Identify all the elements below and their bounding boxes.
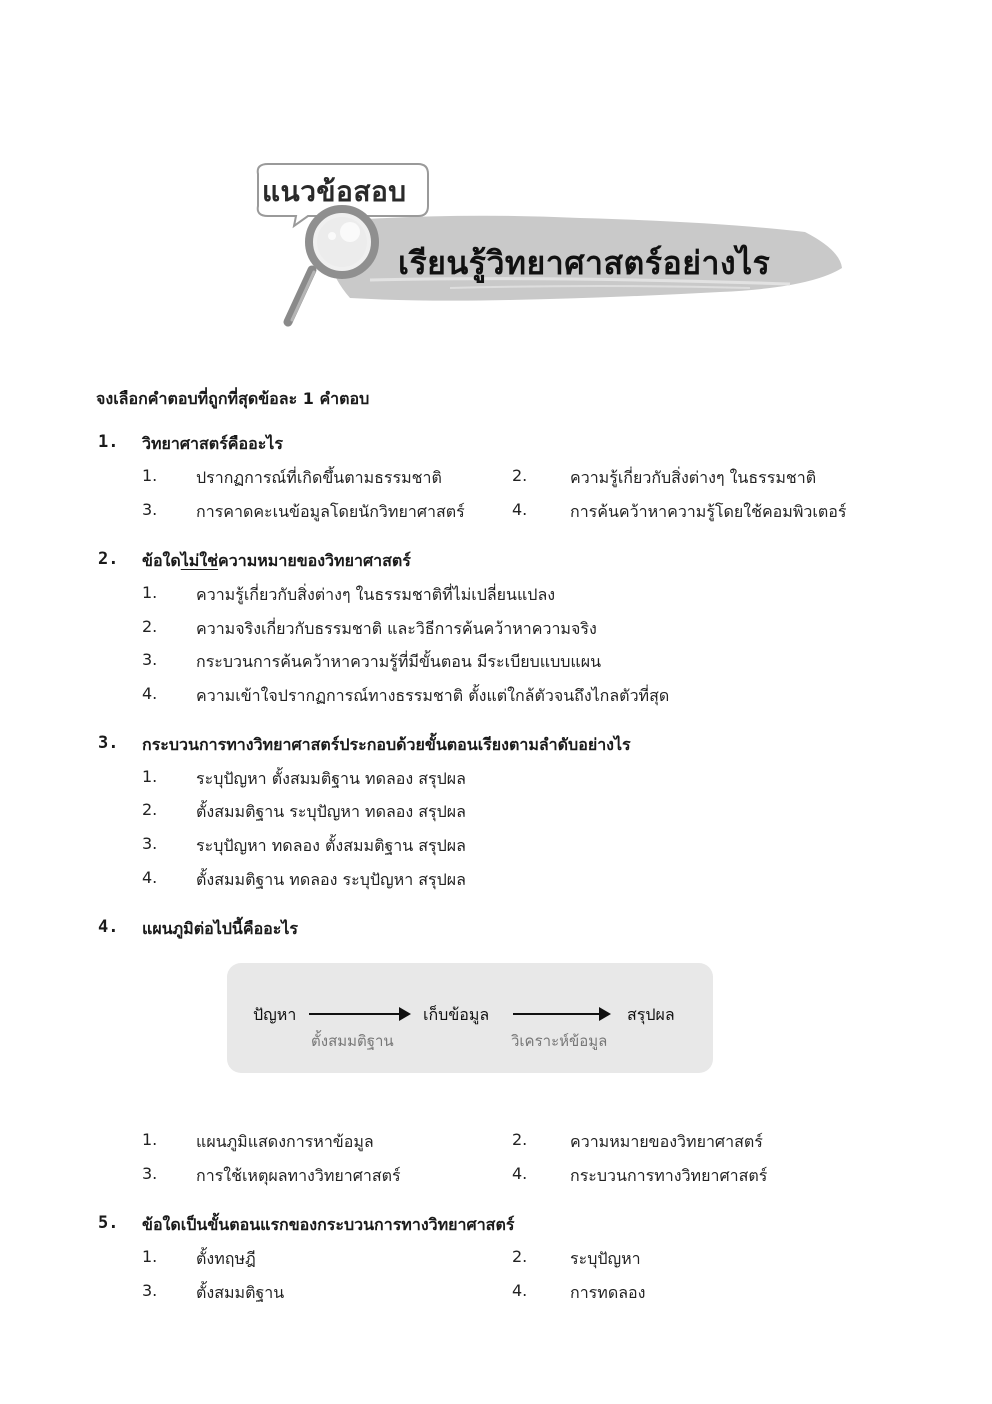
answer-option[interactable]: ตั้งสมมติฐาน ระบุปัญหา ทดลอง สรุปผล [196, 802, 466, 821]
arrow-right-icon [309, 1013, 409, 1015]
answer-option[interactable]: การทดลอง [570, 1283, 646, 1302]
diagram-node-problem: ปัญหา [253, 1005, 297, 1024]
option-number: 2. [512, 466, 528, 485]
answer-option[interactable]: กระบวนการทางวิทยาศาสตร์ [570, 1166, 768, 1185]
option-number: 3. [142, 500, 158, 519]
option-number: 3. [142, 834, 158, 853]
question-number: 3. [98, 733, 119, 753]
question-text [142, 549, 411, 574]
arrow-right-icon [513, 1013, 609, 1015]
process-diagram [227, 963, 713, 1073]
diagram-edge-label: ตั้งสมมติฐาน [311, 1032, 394, 1050]
answer-option[interactable]: การค้นคว้าหาความรู้โดยใช้คอมพิวเตอร์ [570, 502, 847, 521]
diagram-node-collect-data: เก็บข้อมูล [423, 1005, 490, 1024]
option-number: 4. [142, 684, 158, 703]
option-number: 1. [142, 767, 158, 786]
page-title: เรียนรู้วิทยาศาสตร์อย่างไร [398, 244, 771, 282]
answer-option[interactable]: ระบุปัญหา ทดลอง ตั้งสมมติฐาน สรุปผล [196, 836, 466, 855]
question-text: วิทยาศาสตร์คืออะไร [142, 434, 283, 453]
answer-option[interactable]: ตั้งสมมติฐาน ทดลอง ระบุปัญหา สรุปผล [196, 870, 466, 889]
header-banner [250, 160, 860, 340]
question-number: 5. [98, 1213, 119, 1233]
question-text-emphasis: ไม่ใช่ [180, 551, 219, 570]
question-text-part: ความหมายของวิทยาศาสตร์ [218, 551, 411, 570]
diagram-edge-label: วิเคราะห์ข้อมูล [511, 1032, 608, 1050]
option-number: 4. [512, 1164, 528, 1183]
option-number: 2. [142, 617, 158, 636]
option-number: 1. [142, 1130, 158, 1149]
question-number: 2. [98, 549, 119, 569]
question-number: 1. [98, 432, 119, 452]
answer-option[interactable]: ระบุปัญหา [570, 1249, 641, 1268]
magnifier-icon [288, 209, 375, 322]
answer-option[interactable]: ตั้งสมมติฐาน [196, 1283, 285, 1302]
answer-option[interactable]: ตั้งทฤษฎี [196, 1249, 256, 1268]
option-number: 3. [142, 1281, 158, 1300]
option-number: 4. [142, 868, 158, 887]
answer-option[interactable]: ความเข้าใจปรากฏการณ์ทางธรรมชาติ ตั้งแต่ใกล้ตัวจนถึงไกลตัวที่สุด [196, 686, 670, 705]
question-text: ข้อใดเป็นขั้นตอนแรกของกระบวนการทางวิทยาศาสตร์ [142, 1215, 515, 1234]
instruction-text: จงเลือกคำตอบที่ถูกที่สุดข้อละ 1 คำตอบ [96, 389, 370, 408]
option-number: 2. [512, 1247, 528, 1266]
question-text-part: ข้อใด [142, 551, 181, 570]
question-text: แผนภูมิต่อไปนี้คืออะไร [142, 919, 299, 938]
answer-option[interactable]: ความรู้เกี่ยวกับสิ่งต่างๆ ในธรรมชาติที่ไม่เปลี่ยนแปลง [196, 585, 556, 604]
answer-option[interactable]: ความรู้เกี่ยวกับสิ่งต่างๆ ในธรรมชาติ [570, 468, 817, 487]
answer-option[interactable]: กระบวนการค้นคว้าหาความรู้ที่มีขั้นตอน มีระเบียบแบบแผน [196, 652, 602, 671]
answer-option[interactable]: ระบุปัญหา ตั้งสมมติฐาน ทดลอง สรุปผล [196, 769, 466, 788]
option-number: 4. [512, 500, 528, 519]
answer-option[interactable]: ความหมายของวิทยาศาสตร์ [570, 1132, 763, 1151]
answer-option[interactable]: การคาดคะเนข้อมูลโดยนักวิทยาศาสตร์ [196, 502, 465, 521]
option-number: 3. [142, 1164, 158, 1183]
question-text: กระบวนการทางวิทยาศาสตร์ประกอบด้วยขั้นตอนเรียงตามลำดับอย่างไร [142, 735, 631, 754]
question-number: 4. [98, 917, 119, 937]
answer-option[interactable]: ปรากฏการณ์ที่เกิดขึ้นตามธรรมชาติ [196, 468, 442, 487]
diagram-node-conclusion: สรุปผล [627, 1005, 675, 1024]
answer-option[interactable]: ความจริงเกี่ยวกับธรรมชาติ และวิธีการค้นคว้าหาความจริง [196, 619, 597, 638]
option-number: 3. [142, 650, 158, 669]
answer-option[interactable]: การใช้เหตุผลทางวิทยาศาสตร์ [196, 1166, 401, 1185]
option-number: 4. [512, 1281, 528, 1300]
answer-option[interactable]: แผนภูมิแสดงการหาข้อมูล [196, 1132, 374, 1151]
option-number: 1. [142, 583, 158, 602]
option-number: 1. [142, 466, 158, 485]
option-number: 1. [142, 1247, 158, 1266]
option-number: 2. [142, 800, 158, 819]
tag-label: แนวข้อสอบ [262, 175, 407, 208]
option-number: 2. [512, 1130, 528, 1149]
